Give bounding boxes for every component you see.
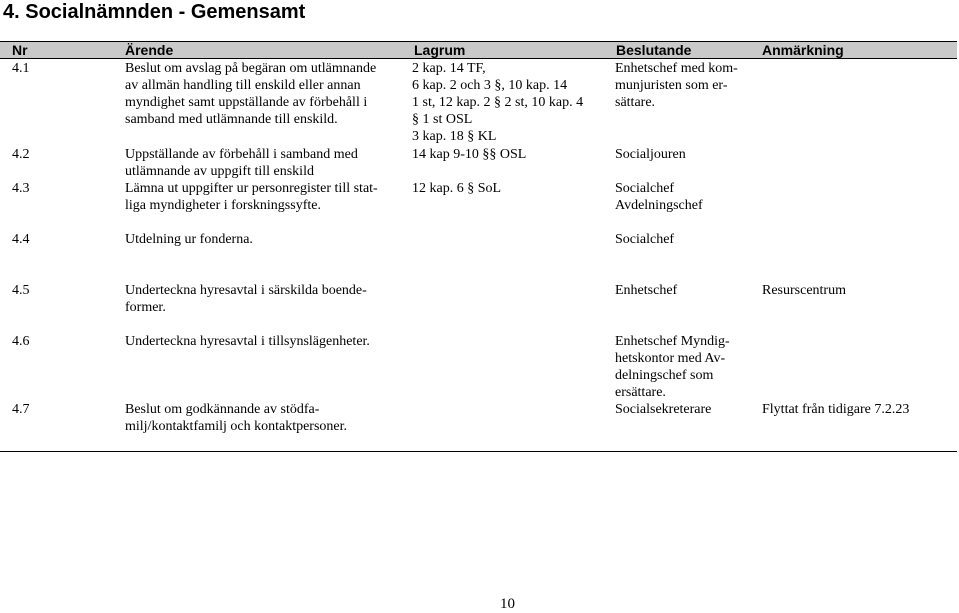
table-bottom-border <box>0 451 957 452</box>
row-lagrum: 14 kap 9-10 §§ OSL <box>412 147 527 162</box>
row-beslutande: Socialchef <box>615 232 675 247</box>
row-nr: 4.5 <box>12 283 30 298</box>
row-beslutande: Enhetschef <box>615 283 678 298</box>
row-lagrum: 12 kap. 6 § SoL <box>412 181 502 196</box>
row-anmarkning: Flyttat från tidigare 7.2.23 <box>762 402 910 417</box>
header-divider <box>0 58 957 59</box>
row-arende: Underteckna hyresavtal i tillsynslägenheter. <box>125 334 370 349</box>
row-beslutande: Socialjouren <box>615 147 686 162</box>
row-lagrum: 2 kap. 14 TF, 6 kap. 2 och 3 §, 10 kap. 14 1 st, 12 kap. 2 § 2 st, 10 kap. 4 § 1 st OSL 3 kap. 18 § KL <box>412 61 584 144</box>
column-header-arende: Ärende <box>125 42 174 58</box>
row-anmarkning: Resurscentrum <box>762 283 846 298</box>
row-arende: Lämna ut uppgifter ur personregister till stat- liga myndigheter i forskningssyfte. <box>125 181 378 213</box>
row-nr: 4.7 <box>12 402 30 417</box>
column-header-anmarkning: Anmärkning <box>762 42 844 58</box>
row-nr: 4.4 <box>12 232 30 247</box>
row-arende: Beslut om godkännande av stödfa- milj/kontaktfamilj och kontaktpersoner. <box>125 402 348 434</box>
row-nr: 4.2 <box>12 147 30 162</box>
row-arende: Utdelning ur fonderna. <box>125 232 253 247</box>
row-beslutande: Socialsekreterare <box>615 402 712 417</box>
page-number: 10 <box>500 596 515 612</box>
row-arende: Uppställande av förbehåll i samband med utlämnande av uppgift till enskild <box>125 147 358 179</box>
row-nr: 4.6 <box>12 334 30 349</box>
row-nr: 4.3 <box>12 181 30 196</box>
row-arende: Beslut om avslag på begäran om utlämnande av allmän handling till enskild eller annan myndighet samt uppställande av förbehåll i samband med utlämnande till enskild. <box>125 61 377 127</box>
section-heading: 4. Socialnämnden - Gemensamt <box>3 1 306 23</box>
row-arende: Underteckna hyresavtal i särskilda boende- former. <box>125 283 367 315</box>
row-beslutande: Socialchef Avdelningschef <box>615 181 703 213</box>
column-header-beslutande: Beslutande <box>616 42 692 58</box>
column-header-lagrum: Lagrum <box>414 42 466 58</box>
row-beslutande: Enhetschef med kom- munjuristen som er- sättare. <box>615 61 738 110</box>
column-header-nr: Nr <box>12 42 28 58</box>
row-beslutande: Enhetschef Myndig- hetskontor med Av- delningschef som ersättare. <box>615 334 730 400</box>
row-nr: 4.1 <box>12 61 30 76</box>
